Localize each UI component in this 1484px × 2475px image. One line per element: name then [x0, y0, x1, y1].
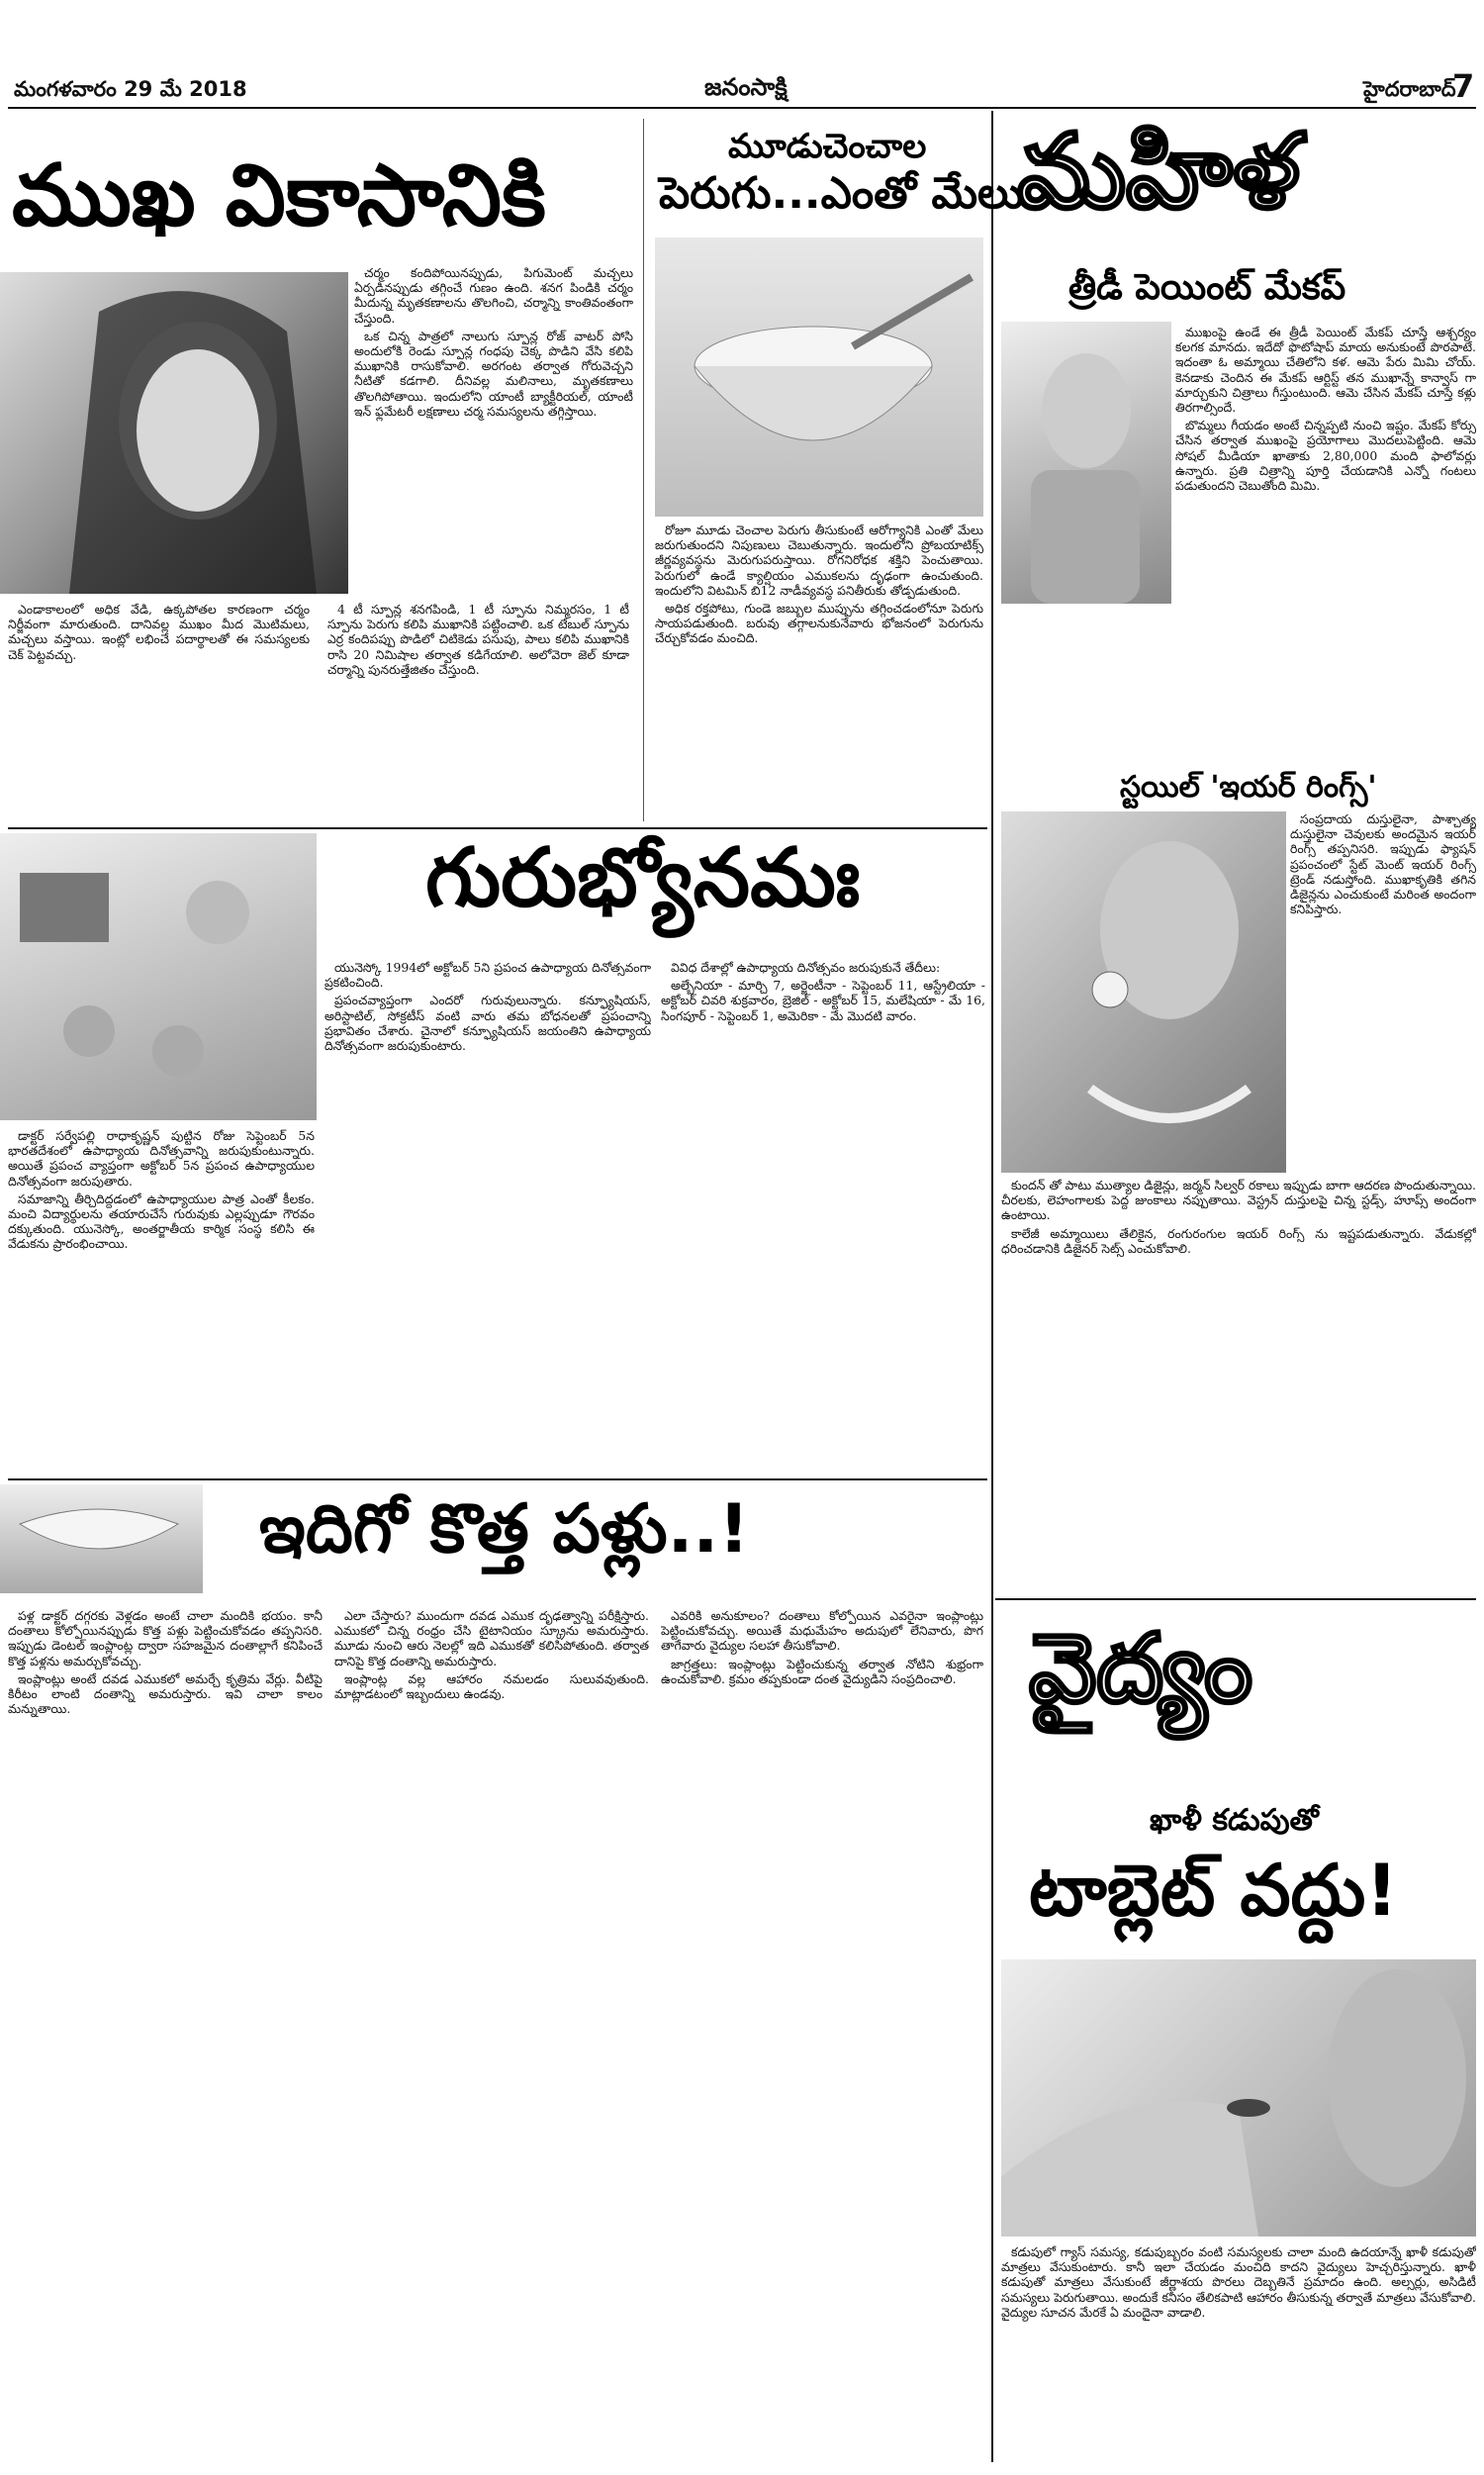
earring-model-image — [1001, 811, 1286, 1173]
face-col1-para-2: ఒక చిన్న పాత్రలో నాలుగు స్పూన్ల రోజ్ వాటర్ పోసి అందులోకి రెండు స్పూన్ల గంధపు చెక్క పొడిని వేసి కలిపి ముఖానికి రాసుకోవాలి. అరగంట తర్వాత గోరువెచ్చని నీటితో కడగాలి. దీనివల్ల మలినాలు, మృతకణాలు తొలగిపోతాయి. ఇందులోని యాంటీ బ్యాక్టీరియల్, యాంటీ ఇన్ ఫ్లమేటరీ లక్షణాలు చర్మ సమస్యలను తగ్గిస్తాయి. — [354, 328, 633, 419]
mahila-para-1: ముఖంపై ఉండే ఈ త్రీడీ పెయింట్ మేకప్ చూస్తే ఆశ్చర్యం కలగక మానదు. ఇదేదో ఫొటోషాప్ మాయ అనుకుంటే పొరపాటే. ఇదంతా ఓ అమ్మాయి చేతిలోని కళ. ఆమె పేరు మిమి చోయ్. కెనడాకు చెందిన ఈ మేకప్ ఆర్టిస్ట్ తన ముఖాన్నే కాన్వాస్ గా మార్చుకుని చిత్రాలు గీస్తుంటుంది. ఆమె చేసిన మేకప్ చూస్తే కళ్లు తిరగాల్సిందే. — [1175, 325, 1476, 416]
face-col2-para-1: ఎండాకాలంలో అధిక వేడి, ఉక్కపోతల కారణంగా చర్మం నిర్జీవంగా మారుతుంది. దానివల్ల ముఖం మీద మొటిమలు, మచ్చలు వస్తాయి. ఇంట్లో లభించే పదార్థాలతో ఈ సమస్యలకు చెక్ పెట్టవచ్చు. — [8, 602, 310, 662]
teeth-column-1 — [8, 1608, 323, 2464]
curd-column — [655, 523, 983, 819]
earring-bottom — [1001, 1178, 1476, 1593]
tablet-photo — [1001, 1959, 1476, 2237]
makeup-image — [1001, 322, 1171, 604]
guru-col3-para-2: అల్బేనియా - మార్చి 7, అర్జెంటీనా - సెప్టెంబర్ 11, ఆస్ట్రేలియా - అక్టోబర్ చివరి శుక్రవారం, బ్రెజిల్ - అక్టోబర్ 15, మలేషియా - మే 16, సింగపూర్ - సెప్టెంబర్ 1, అమెరికా - మే మొదటి వారం. — [661, 978, 985, 1023]
face-curd-divider — [643, 119, 644, 821]
classroom-image — [0, 833, 317, 1120]
vaidyam-kicker: ఖాళీ కడుపుతో — [1150, 1803, 1319, 1838]
tooth-image — [0, 1484, 203, 1593]
face-photo — [0, 272, 348, 594]
face-column-2 — [8, 602, 629, 800]
teeth-col1-para-1: పళ్ల డాక్టర్ దగ్గరకు వెళ్లడం అంటే చాలా మందికి భయం. కానీ దంతాలు కోల్పోయినప్పుడు కొత్త పళ్లు పెట్టించుకోవడం తప్పనిసరి. ఇప్పుడు డెంటల్ ఇంప్లాంట్ల ద్వారా సహజమైన దంతాల్లాగే కనిపించే కొత్త పళ్లను అమర్చుకోవచ్చు. — [8, 1608, 323, 1668]
guru-col2-para-1: యునెస్కో 1994లో అక్టోబర్ 5ని ప్రపంచ ఉపాధ్యాయ దినోత్సవంగా ప్రకటించింది. — [325, 960, 651, 991]
portrait-image — [0, 272, 348, 594]
earring-side — [1290, 811, 1476, 1173]
vaidyam-headline: టాబ్లెట్ వద్దు! — [1029, 1849, 1399, 1932]
guru-column-1 — [8, 1128, 315, 1470]
main-column-divider — [991, 111, 993, 2462]
guru-column-2 — [325, 960, 651, 1470]
face-col1-para-1: చర్మం కందిపోయినప్పుడు, పిగుమెంట్ మచ్చలు ఏర్పడినప్పుడు తగ్గించే గుణం ఉంది. శనగ పిండికి చర్మం మీదున్న మృతకణాలను తొలగించి, చర్మాన్ని కాంతివంతంగా చేస్తుంది. — [354, 265, 633, 326]
teeth-col1-para-2: ఇంప్లాంట్లు అంటే దవడ ఎముకలో అమర్చే కృత్రిమ వేర్లు. వీటిపై కిరీటం లాంటి దంతాన్ని అమరుస్తారు. ఇవి చాలా కాలం మన్నుతాయి. — [8, 1670, 323, 1717]
city-name: హైదరాబాద్ — [1363, 77, 1456, 101]
teeth-col2-para-2: ఇంప్లాంట్ల వల్ల ఆహారం నమలడం సులువవుతుంది. మాట్లాడటంలో ఇబ్బందులు ఉండవు. — [334, 1670, 649, 1702]
guru-col3-para-1: వివిధ దేశాల్లో ఉపాధ్యాయ దినోత్సవం జరుపుకునే తేదీలు: — [671, 960, 941, 975]
teeth-column-2 — [334, 1608, 649, 2464]
guru-teeth-rule — [8, 1478, 987, 1480]
tablet-hand-image — [1001, 1959, 1476, 2237]
face-column-1 — [354, 265, 633, 587]
earring-side-para: సంప్రదాయ దుస్తులైనా, పాశ్చాత్య దుస్తులైనా చెవులకు అందమైన ఇయర్ రింగ్స్ తప్పనిసరి. ఇప్పుడు ఫ్యాషన్ ప్రపంచంలో స్టేట్ మెంట్ ఇయర్ రింగ్స్ ట్రెండ్ నడుస్తోంది. ముఖాకృతికి తగిన డిజైన్లను ఎంచుకుంటే మరింత అందంగా కనిపిస్తారు. — [1290, 811, 1476, 917]
guru-col1-para-1: డాక్టర్ సర్వేపల్లి రాధాకృష్ణన్ పుట్టిన రోజు సెప్టెంబర్ 5న భారతదేశంలో ఉపాధ్యాయ దినోత్సవాన్ని జరుపుకుంటున్నారు. అయితే ప్రపంచ వ్యాప్తంగా అక్టోబర్ 5న ప్రపంచ ఉపాధ్యాయుల దినోత్సవంగా జరుపుతారు. — [8, 1128, 315, 1189]
earring-bottom-para-1: కుందన్ తో పాటు ముత్యాల డిజైన్లు, జర్మన్ సిల్వర్ రకాలు ఇప్పుడు బాగా ఆదరణ పొందుతున్నాయి. చీరలకు, లెహంగాలకు పెద్ద జుంకాలు నప్పుతాయి. వెస్ట్రన్ దుస్తులపై చిన్న స్టడ్స్, హూప్స్ అందంగా ఉంటాయి. — [1001, 1178, 1476, 1223]
vaidyam-body — [1001, 2244, 1476, 2464]
curd-headline-line2: పెరుగు...ఎంతో మేలు — [659, 168, 1024, 219]
issue-date: మంగళవారం 29 మే 2018 — [14, 77, 247, 101]
mahila-title: మహిళ — [1017, 111, 1300, 232]
teeth-photo — [0, 1484, 203, 1593]
curd-photo — [655, 238, 983, 517]
vaidyam-title: వైద్యం — [1029, 1613, 1252, 1724]
guru-col2-para-2: ప్రపంచవ్యాప్తంగా ఎందరో గురువులున్నారు. కన్ఫ్యూషియస్, అరిస్టాటిల్, సోక్రటీస్ వంటి వారు తమ బోధనలతో ప్రపంచాన్ని ప్రభావితం చేశారు. చైనాలో కన్ఫ్యూషియస్ జయంతిని ఉపాధ్యాయ దినోత్సవంగా జరుపుకుంటారు. — [325, 993, 651, 1054]
teeth-col3-para-2: జాగ్రత్తలు: ఇంప్లాంట్లు పెట్టించుకున్న తర్వాత నోటిని శుభ్రంగా ఉంచుకోవాలి. క్రమం తప్పకుండా దంత వైద్యుడిని సంప్రదించాలి. — [661, 1656, 983, 1686]
classroom-photo — [0, 833, 317, 1120]
earring-photo — [1001, 811, 1286, 1173]
earring-vaidyam-rule — [995, 1598, 1476, 1600]
vaidyam-para-1: కడుపులో గ్యాస్ సమస్య, కడుపుబ్బరం వంటి సమస్యలకు చాలా మంది ఉదయాన్నే ఖాళీ కడుపుతో మాత్రలు వేసుకుంటారు. కానీ ఇలా చేయడం మంచిది కాదని వైద్యులు హెచ్చరిస్తున్నారు. ఖాళీ కడుపుతో మాత్రలు వేసుకుంటే జీర్ణాశయ పొరలు దెబ్బతినే ప్రమాదం ఉంది. అల్సర్లు, అసిడిటీ సమస్యలు పెరుగుతాయి. అందుకే కనీసం తేలికపాటి ఆహారం తీసుకున్న తర్వాతే మాత్రలు వేసుకోవాలి. వైద్యుల సూచన మేరకే ఏ మందైనా వాడాలి. — [1001, 2244, 1476, 2320]
earring-bottom-para-2: కాలేజీ అమ్మాయిలు తేలికైన, రంగురంగుల ఇయర్ రింగ్స్ ను ఇష్టపడుతున్నారు. వేడుకల్లో ధరించడానికి డిజైనర్ సెట్స్ ఎంచుకోవాలి. — [1001, 1225, 1476, 1256]
guru-column-3 — [661, 960, 985, 1470]
teeth-col2-para-1: ఎలా చేస్తారు? ముందుగా దవడ ఎముక దృఢత్వాన్ని పరీక్షిస్తారు. ఎముకలో చిన్న రంధ్రం చేసి టైటానియం స్క్రూను అమరుస్తారు. మూడు నుంచి ఆరు నెలల్లో ఇది ఎముకతో కలిసిపోతుంది. తర్వాత దానిపై కొత్త దంతాన్ని అమరుస్తారు. — [334, 1608, 649, 1668]
masthead-rule — [8, 107, 1476, 109]
guru-col1-para-2: సమాజాన్ని తీర్చిదిద్దడంలో ఉపాధ్యాయుల పాత్ర ఎంతో కీలకం. మంచి విద్యార్థులను తయారుచేసే గురువుకు ఎల్లప్పుడూ గౌరవం దక్కుతుంది. యునెస్కో, అంతర్జాతీయ కార్మిక సంస్థ కలిసి ఈ వేడుకను ప్రారంభించాయి. — [8, 1190, 315, 1252]
curd-bowl-image — [655, 238, 983, 517]
curd-para-1: రోజూ మూడు చెంచాల పెరుగు తీసుకుంటే ఆరోగ్యానికి ఎంతో మేలు జరుగుతుందని నిపుణులు చెబుతున్నారు. ఇందులోని ప్రోబయాటిక్స్ జీర్ణవ్యవస్థను మెరుగుపరుస్తాయి. రోగనిరోధక శక్తిని పెంచుతాయి. పెరుగులో ఉండే క్యాల్షియం ఎముకలను దృఢంగా ఉంచుతుంది. ఇందులోని విటమిన్ బి12 నాడీవ్యవస్థ పనితీరుకు తోడ్పడుతుంది. — [655, 523, 983, 598]
makeup-photo — [1001, 322, 1171, 604]
face-col2-para-2: 4 టీ స్పూన్ల శనగపిండి, 1 టీ స్పూను నిమ్మరసం, 1 టీ స్పూను పెరుగు కలిపి ముఖానికి పట్టించాలి. ఒక టేబుల్ స్పూను ఎర్ర కందిపప్పు పొడిలో చిటికెడు పసుపు, పాలు కలిపి ముఖానికి రాసి 20 నిమిషాల తర్వాత కడిగేయాలి. అలోవెరా జెల్ కూడా చర్మాన్ని పునరుత్తేజితం చేస్తుంది. — [327, 602, 629, 677]
face-headline: ముఖ వికాసానికి — [12, 146, 546, 245]
mahila-para-2: బొమ్మలు గీయడం అంటే చిన్నప్పటి నుంచి ఇష్టం. మేకప్ కోర్సు చేసిన తర్వాత ముఖంపై ప్రయోగాలు మొదలుపెట్టింది. ఆమె సోషల్ మీడియా ఖాతాకు 2,80,000 మంది ఫాలోవర్లు ఉన్నారు. ప్రతి చిత్రాన్ని పూర్తి చేయడానికి ఎన్నో గంటలు పడుతుందని చెబుతోంది మిమి. — [1175, 418, 1476, 494]
guru-headline: గురుభ్యోనమః — [425, 831, 861, 925]
page-number: 7 — [1452, 67, 1475, 105]
face-guru-rule — [8, 827, 987, 829]
teeth-col3-para-1: ఎవరికి అనుకూలం? దంతాలు కోల్పోయిన ఎవరైనా ఇంప్లాంట్లు పెట్టించుకోవచ్చు. అయితే మధుమేహం అదుపులో లేనివారు, పొగ తాగేవారు వైద్యుల సలహా తీసుకోవాలి. — [661, 1608, 983, 1654]
teeth-headline: ఇదిగో కొత్త పళ్లు..! — [259, 1490, 750, 1569]
mahila-body — [1175, 325, 1476, 775]
curd-para-2: అధిక రక్తపోటు, గుండె జబ్బుల ముప్పును తగ్గించడంలోనూ పెరుగు సాయపడుతుంది. బరువు తగ్గాలనుకునేవారు భోజనంలో పెరుగును చేర్చుకోవడం మంచిది. — [655, 601, 983, 646]
paper-name: జనంసాక్షి — [704, 73, 788, 101]
earring-subhead: స్టయిల్ 'ఇయర్ రింగ్స్' — [1120, 770, 1377, 805]
teeth-column-3 — [661, 1608, 983, 2464]
curd-headline-line1: మూడుచెంచాల — [728, 127, 927, 166]
mahila-subhead: త్రీడీ పెయింట్ మేకప్ — [1068, 267, 1346, 308]
